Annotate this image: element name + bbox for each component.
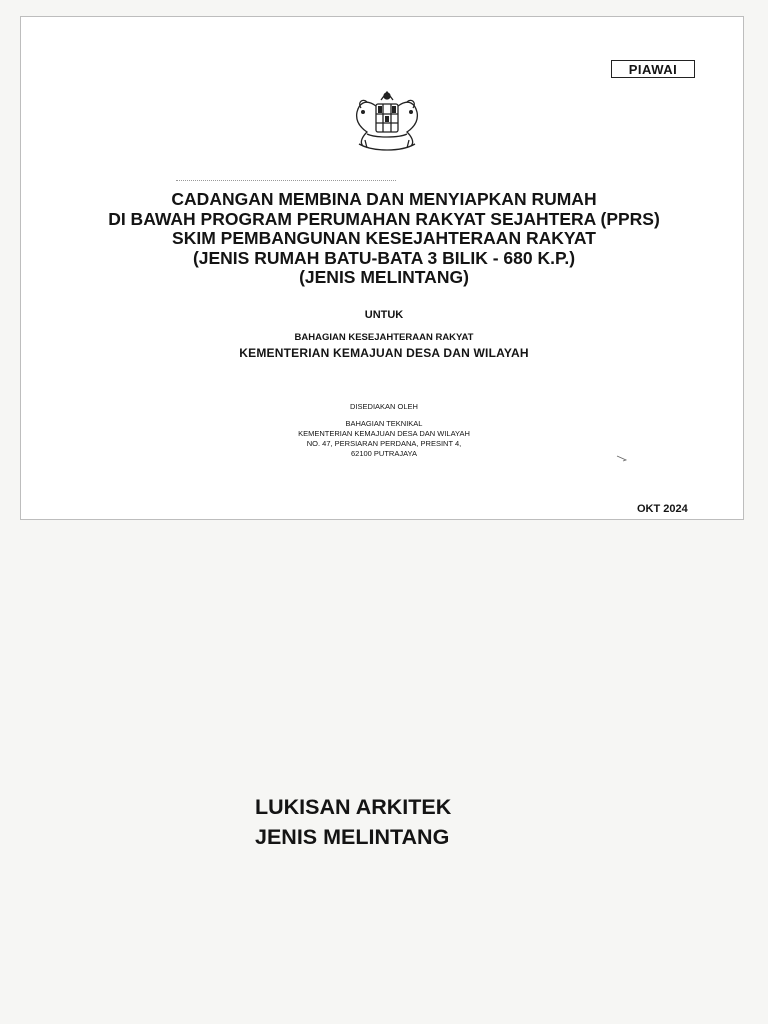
prepared-by-address-1: NO. 47, PERSIARAN PERDANA, PRESINT 4, [306, 439, 462, 448]
drawing-title-line-2: JENIS MELINTANG [255, 825, 450, 849]
issue-date: OKT 2024 [637, 503, 688, 515]
drawing-title [0, 792, 768, 852]
stray-mark [616, 455, 628, 462]
drawing-title-line-1: LUKISAN ARKITEK [255, 795, 452, 819]
prepared-by-address-2: 62100 PUTRAJAYA [350, 449, 417, 458]
prepared-by-ministry: KEMENTERIAN KEMAJUAN DESA DAN WILAYAH [298, 429, 470, 438]
prepared-by-block [0, 402, 768, 459]
client-ministry: KEMENTERIAN KEMAJUAN DESA DAN WILAYAH [239, 346, 529, 360]
for-label: UNTUK [364, 309, 404, 321]
standard-badge: PIAWAI [611, 60, 695, 78]
prepared-by-division: BAHAGIAN TEKNIKAL [345, 419, 423, 428]
title-line-5: (JENIS MELINTANG) [299, 267, 469, 287]
title-line-3: SKIM PEMBANGUNAN KESEJAHTERAAN RAKYAT [172, 228, 596, 248]
title-line-1: CADANGAN MEMBINA DAN MENYIAPKAN RUMAH [171, 189, 597, 209]
coat-of-arms-icon [349, 90, 425, 156]
prepared-by-label: DISEDIAKAN OLEH [350, 402, 418, 411]
title-line-2: DI BAWAH PROGRAM PERUMAHAN RAKYAT SEJAHTERA (PPRS) [108, 208, 660, 229]
client-division: BAHAGIAN KESEJAHTERAAN RAKYAT [294, 332, 474, 343]
title-line-4: (JENIS RUMAH BATU-BATA 3 BILIK - 680 K.P.) [192, 247, 576, 268]
divider-line [176, 180, 396, 181]
project-title [0, 190, 768, 288]
